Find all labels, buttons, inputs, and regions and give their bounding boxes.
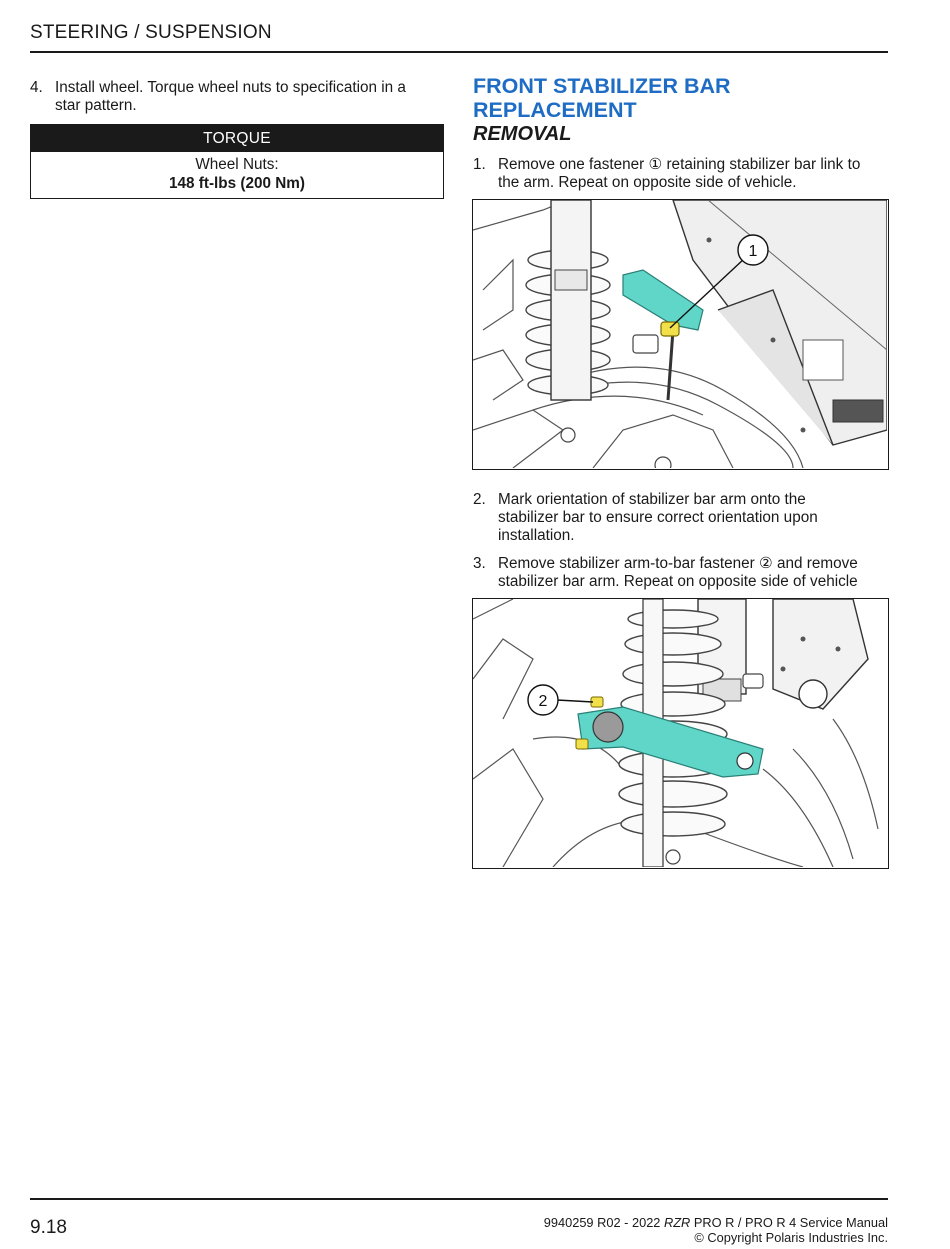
- torque-spec-box: [30, 124, 444, 199]
- footer-info: [544, 1215, 888, 1245]
- callout-1-label: 1: [748, 243, 758, 260]
- step-text-line1: Install wheel. Torque wheel nuts to specification in a: [55, 79, 406, 96]
- section-header: STEERING / SUSPENSION: [30, 22, 272, 43]
- figure-stabilizer-arm-fastener: [472, 598, 889, 869]
- torque-heading: TORQUE: [31, 125, 443, 152]
- footer-rule: [30, 1198, 888, 1200]
- step-2: [473, 491, 893, 549]
- figure-stabilizer-link-fastener: [472, 199, 889, 470]
- step-number: 1.: [473, 156, 486, 173]
- page-number: 9.18: [30, 1217, 67, 1238]
- step-number: 3.: [473, 555, 486, 572]
- manual-title: [544, 1215, 888, 1230]
- step-1: [473, 156, 893, 196]
- step-text-line2: stabilizer bar to ensure correct orientation upon: [498, 509, 818, 526]
- manual-suffix: PRO R / PRO R 4 Service Manual: [690, 1215, 888, 1230]
- manual-model: RZR: [663, 1215, 691, 1230]
- step-text-line1: Remove stabilizer arm-to-bar fastener ② and remove: [498, 555, 858, 572]
- section-title-line1: FRONT STABILIZER BAR: [473, 74, 731, 98]
- torque-item: Wheel Nuts:: [195, 156, 279, 173]
- section-title-line2: REPLACEMENT: [473, 98, 637, 122]
- step-4: [30, 79, 444, 119]
- step-text-line2: stabilizer bar arm. Repeat on opposite side of vehicle: [498, 573, 858, 590]
- copyright: © Copyright Polaris Industries Inc.: [694, 1230, 888, 1245]
- callout-2-label: 2: [538, 693, 548, 710]
- step-number: 2.: [473, 491, 486, 508]
- step-text-line1: Remove one fastener ① retaining stabilizer bar link to: [498, 156, 861, 173]
- figure-1-illustration: [473, 200, 887, 468]
- figure-2-illustration: [473, 599, 887, 867]
- step-text-line3: installation.: [498, 527, 575, 544]
- torque-value: 148 ft-lbs (200 Nm): [168, 175, 305, 192]
- torque-body: [31, 152, 443, 193]
- step-text-line1: Mark orientation of stabilizer bar arm onto the: [498, 491, 806, 508]
- step-number: 4.: [30, 79, 43, 96]
- manual-prefix: 9940259 R02 - 2022: [543, 1215, 664, 1230]
- subsection-title: REMOVAL: [473, 123, 572, 145]
- section-title: [473, 74, 731, 122]
- header-rule: [30, 51, 888, 53]
- step-3: [473, 555, 893, 595]
- step-text-line2: star pattern.: [55, 97, 137, 114]
- step-text-line2: the arm. Repeat on opposite side of vehicle.: [498, 174, 797, 191]
